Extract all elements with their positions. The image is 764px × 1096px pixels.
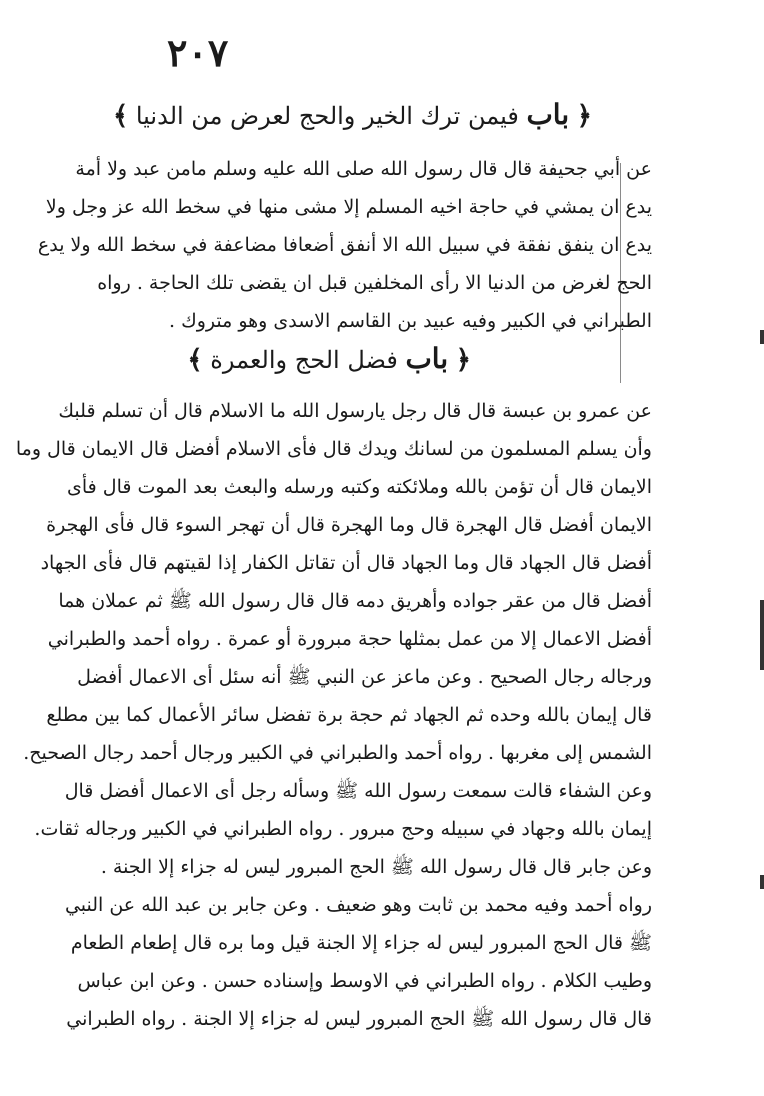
text-line: قال قال رسول الله ﷺ الحج المبرور ليس له جزاء إلا الجنة . رواه الطبراني: [66, 1008, 652, 1030]
text-line: ﷺ قال الحج المبرور ليس له جزاء إلا الجنة قيل وما بره قال إطعام الطعام: [70, 932, 652, 954]
text-line: رواه أحمد وفيه محمد بن ثابت وهو ضعيف . وعن جابر بن عبد الله عن النبي: [64, 894, 652, 916]
heading-bab-word: باب: [526, 98, 570, 131]
text-line: إيمان بالله وجهاد في سبيله وحج مبرور . رواه الطبراني في الكبير ورجاله ثقات.: [34, 818, 652, 840]
text-line: عن عمرو بن عبسة قال قال رجل يارسول الله ما الاسلام قال أن تسلم قلبك: [58, 400, 652, 422]
text-line: الطبراني في الكبير وفيه عبيد بن القاسم الاسدى وهو متروك .: [169, 310, 652, 332]
text-line: أفضل قال من عقر جواده وأهريق دمه قال قال رسول الله ﷺ ثم عملان هما: [58, 590, 652, 612]
scan-edge-mark: [760, 330, 764, 344]
chapter-heading-2: [187, 342, 471, 375]
text-line: عن أبي جحيفة قال قال رسول الله صلى الله عليه وسلم مامن عبد ولا أمة: [75, 158, 652, 180]
text-line: وطيب الكلام . رواه الطبراني في الاوسط وإسناده حسن . وعن ابن عباس: [77, 970, 652, 992]
section-2-body: [15, 392, 652, 1038]
text-line: الايمان قال أن تؤمن بالله وملائكته وكتبه ورسله والبعث بعد الموت قال فأى: [66, 476, 652, 498]
heading-open-bracket: ﴿: [455, 345, 471, 375]
scan-edge-mark: [760, 600, 764, 670]
text-line: يدع ان ينفق نفقة في سبيل الله الا أنفق أضعافا مضاعفة في سخط الله ولا يدع: [37, 234, 652, 256]
heading-title: فيمن ترك الخير والحج لعرض من الدنيا: [128, 102, 519, 130]
text-line: يدع ان يمشي في حاجة اخيه المسلم إلا مشى منها في سخط الله عز وجل ولا: [45, 196, 652, 218]
text-line: قال إيمان بالله وحده ثم الجهاد ثم حجة برة تفضل سائر الأعمال كما بين مطلع: [46, 704, 652, 726]
heading-close-bracket: ﴾: [187, 345, 203, 375]
heading-open-bracket: ﴿: [576, 101, 592, 131]
text-line: وأن يسلم المسلمون من لسانك ويدك قال فأى الاسلام أفضل قال الايمان قال وما: [15, 438, 652, 460]
page-number: ٢٠٧: [167, 30, 229, 75]
heading-title: فضل الحج والعمرة: [202, 346, 398, 374]
chapter-heading-1: [113, 98, 592, 131]
heading-bab-word: باب: [405, 342, 449, 375]
text-line: وعن جابر قال قال رسول الله ﷺ الحج المبرور ليس له جزاء إلا الجنة .: [100, 856, 652, 878]
text-line: ورجاله رجال الصحيح . وعن ماعز عن النبي ﷺ أنه سئل أى الاعمال أفضل: [77, 666, 652, 688]
text-line: أفضل قال الجهاد قال وما الجهاد قال أن تقاتل الكفار إذا لقيتهم قال فأى الجهاد: [40, 552, 652, 574]
scan-edge-mark: [760, 875, 764, 889]
heading-close-bracket: ﴾: [113, 101, 129, 131]
text-line: الحج لغرض من الدنيا الا رأى المخلفين قبل ان يقضى تلك الحاجة . رواه: [97, 272, 652, 294]
text-line: الشمس إلى مغربها . رواه أحمد والطبراني في الكبير ورجال أحمد رجال الصحيح.: [23, 742, 652, 764]
text-line: وعن الشفاء قالت سمعت رسول الله ﷺ وسأله رجل أى الاعمال أفضل قال: [64, 780, 652, 802]
section-1-body: [37, 150, 652, 340]
text-line: الايمان أفضل قال الهجرة قال وما الهجرة قال أن تهجر السوء قال فأى الهجرة: [46, 514, 652, 536]
text-line: أفضل الاعمال إلا من عمل بمثلها حجة مبرورة أو عمرة . رواه أحمد والطبراني: [47, 628, 652, 650]
